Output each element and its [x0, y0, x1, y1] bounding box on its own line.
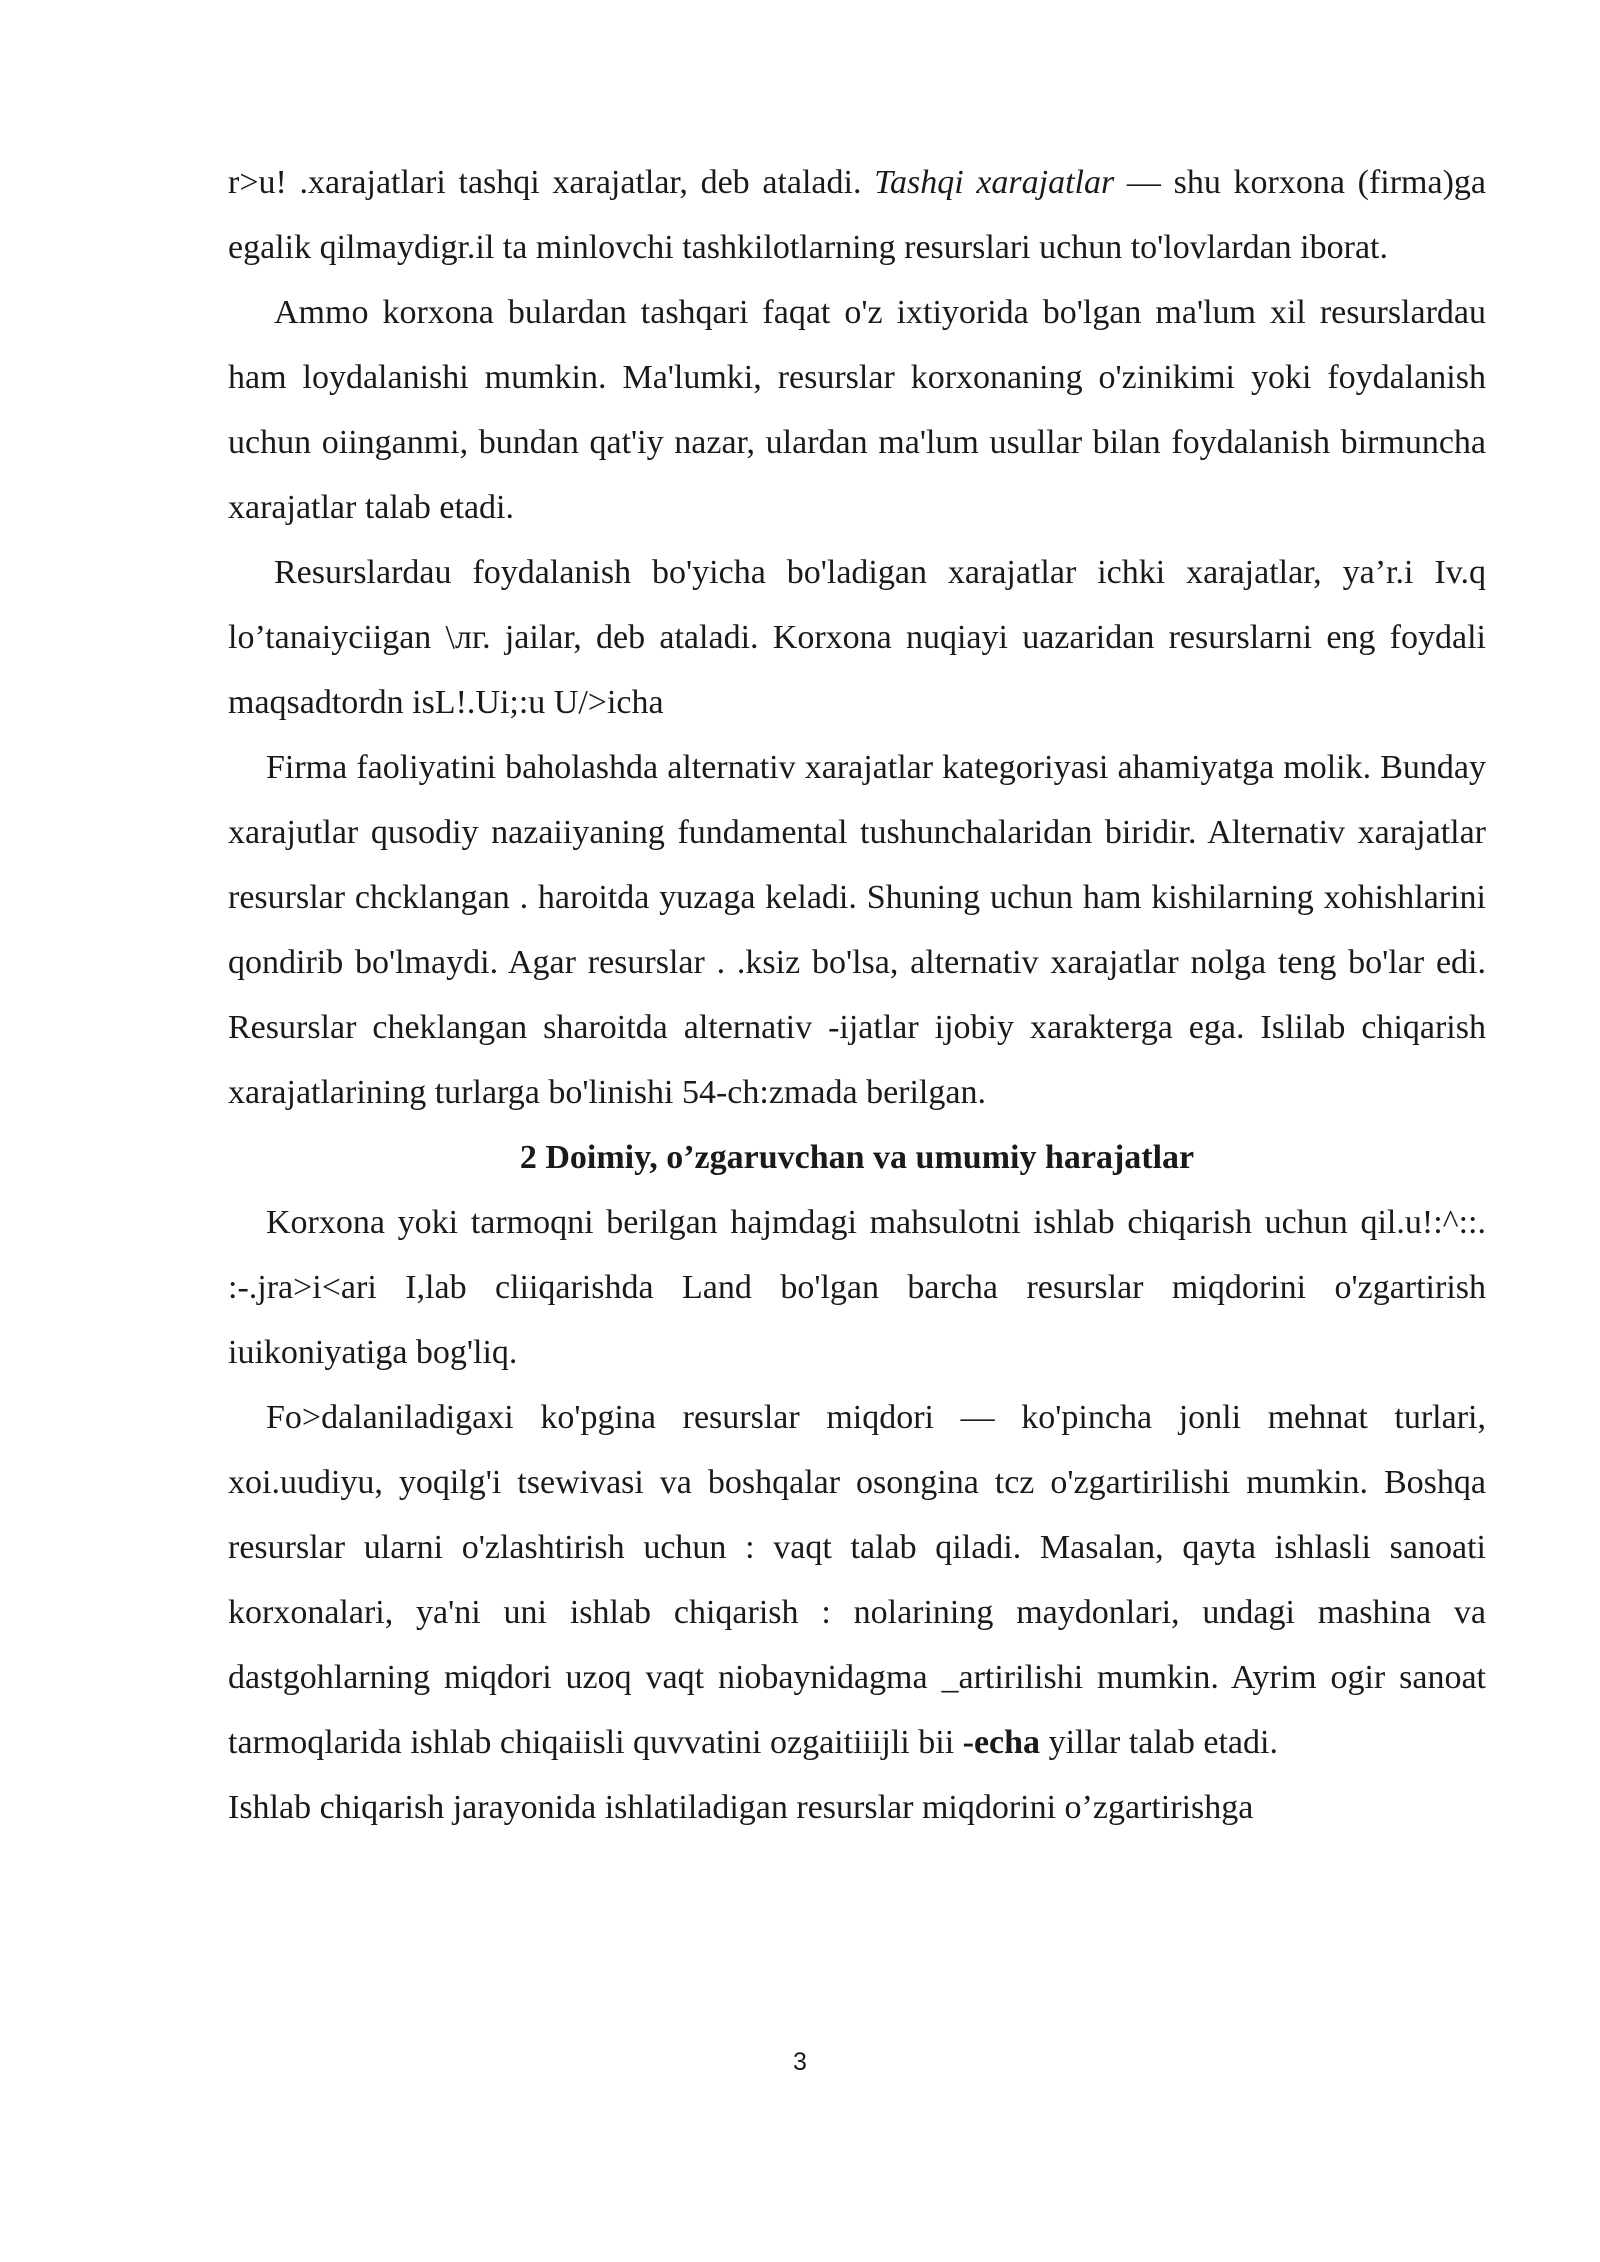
paragraph-own-resources: Ammo korxona bulardan tashqari faqat o'z ixtiyorida bo'lgan ma'lum xil resurslardau ham loydalanishi mumkin. Ma'lumki, resurslar korxonaning o'zinikimi yoki foydalanish uchun oiinganmi, bundan qat'iy nazar, ulardan ma'lum usullar bilan foydalanish birmuncha xarajatlar talab etadi. [228, 294, 1486, 526]
section-heading: 2 Doimiy, o’zgaruvchan va umumiy harajatlar [519, 1139, 1195, 1176]
paragraph-external-costs [228, 150, 1486, 280]
bold-fragment: -echa [962, 1724, 1041, 1761]
paragraph-continuation: Ishlab chiqarish jarayonida ishlatiladigan resurslar miqdorini o’zgartirishga [228, 1789, 1254, 1826]
term-external-costs: Tashqi xarajatlar [874, 164, 1115, 201]
page-number: 3 [793, 2048, 807, 2076]
paragraph-alternative-costs: Firma faoliyatini baholashda alternativ xarajatlar kategoriyasi ahamiyatga molik. Bunday xarajutlar qusodiy nazaiiyaning fundamental tushunchalaridan biridir. Alternativ xarajatlar resurslar chcklangan . haroitda yuzaga keladi. Shuning uchun ham kishilarning xohishlarini qondirib bo'lmaydi. Agar resurslar . .ksiz bo'lsa, alternativ xarajatlar nolga teng bo'lar edi. Resurslar cheklangan sharoitda alternativ -ijatlar ijobiy xarakterga ega. Islilab chiqarish xarajatlarining turlarga bo'linishi 54-ch:zmada berilgan. [228, 749, 1486, 1111]
paragraph-1-text-a: r>u! .xarajatlari tashqi xarajatlar, deb ataladi. [228, 164, 875, 201]
paragraph-resource-change: Korxona yoki tarmoqni berilgan hajmdagi mahsulotni ishlab chiqarish uchun qil.u!:^::. :-.jra>i<ari I,lab cliiqarishda Land bo'lgan barcha resurslar miqdorini o'zgartirish iuikoniyatiga bog'liq. [228, 1204, 1486, 1371]
paragraph-resource-types-text-b: yillar talab etadi. [1040, 1724, 1278, 1761]
document-page [228, 150, 1486, 1840]
paragraph-internal-costs: Resurslardau foydalanish bo'yicha bo'ladigan xarajatlar ichki xarajatlar, ya’r.i Iv.q lo’tanaiyciigan \лг. jailar, deb ataladi. Korxona nuqiayi uazaridan resurslarni eng foydali maqsadtordn isL!.Ui;:u U/>icha [228, 554, 1486, 721]
paragraph-resource-types [228, 1385, 1486, 1775]
paragraph-resource-types-text-a: Fo>dalaniladigaxi ko'pgina resurslar miqdori — ko'pincha jonli mehnat turlari, xoi.uudiyu, yoqilg'i tsewivasi va boshqalar osongina tcz o'zgartirilishi mumkin. Boshqa resurslar ularni o'zlashtirish uchun : vaqt talab qiladi. Masalan, qayta ishlasli sanoati korxonalari, ya'ni uni ishlab chiqarish : nolarining maydonlari, undagi mashina va dastgohlarning miqdori uzoq vaqt niobaynidagma _artirilishi mumkin. Ayrim ogir sanoat tarmoqlarida ishlab chiqaiisli quvvatini ozgaitiiijli bii [228, 1399, 1486, 1761]
paragraph-1-text-b: — shu korxona (firma)ga egalik qilmaydigr.il ta minlovchi tashkilotlarning resurslari uchun to'lovlardan iborat. [228, 164, 1487, 266]
